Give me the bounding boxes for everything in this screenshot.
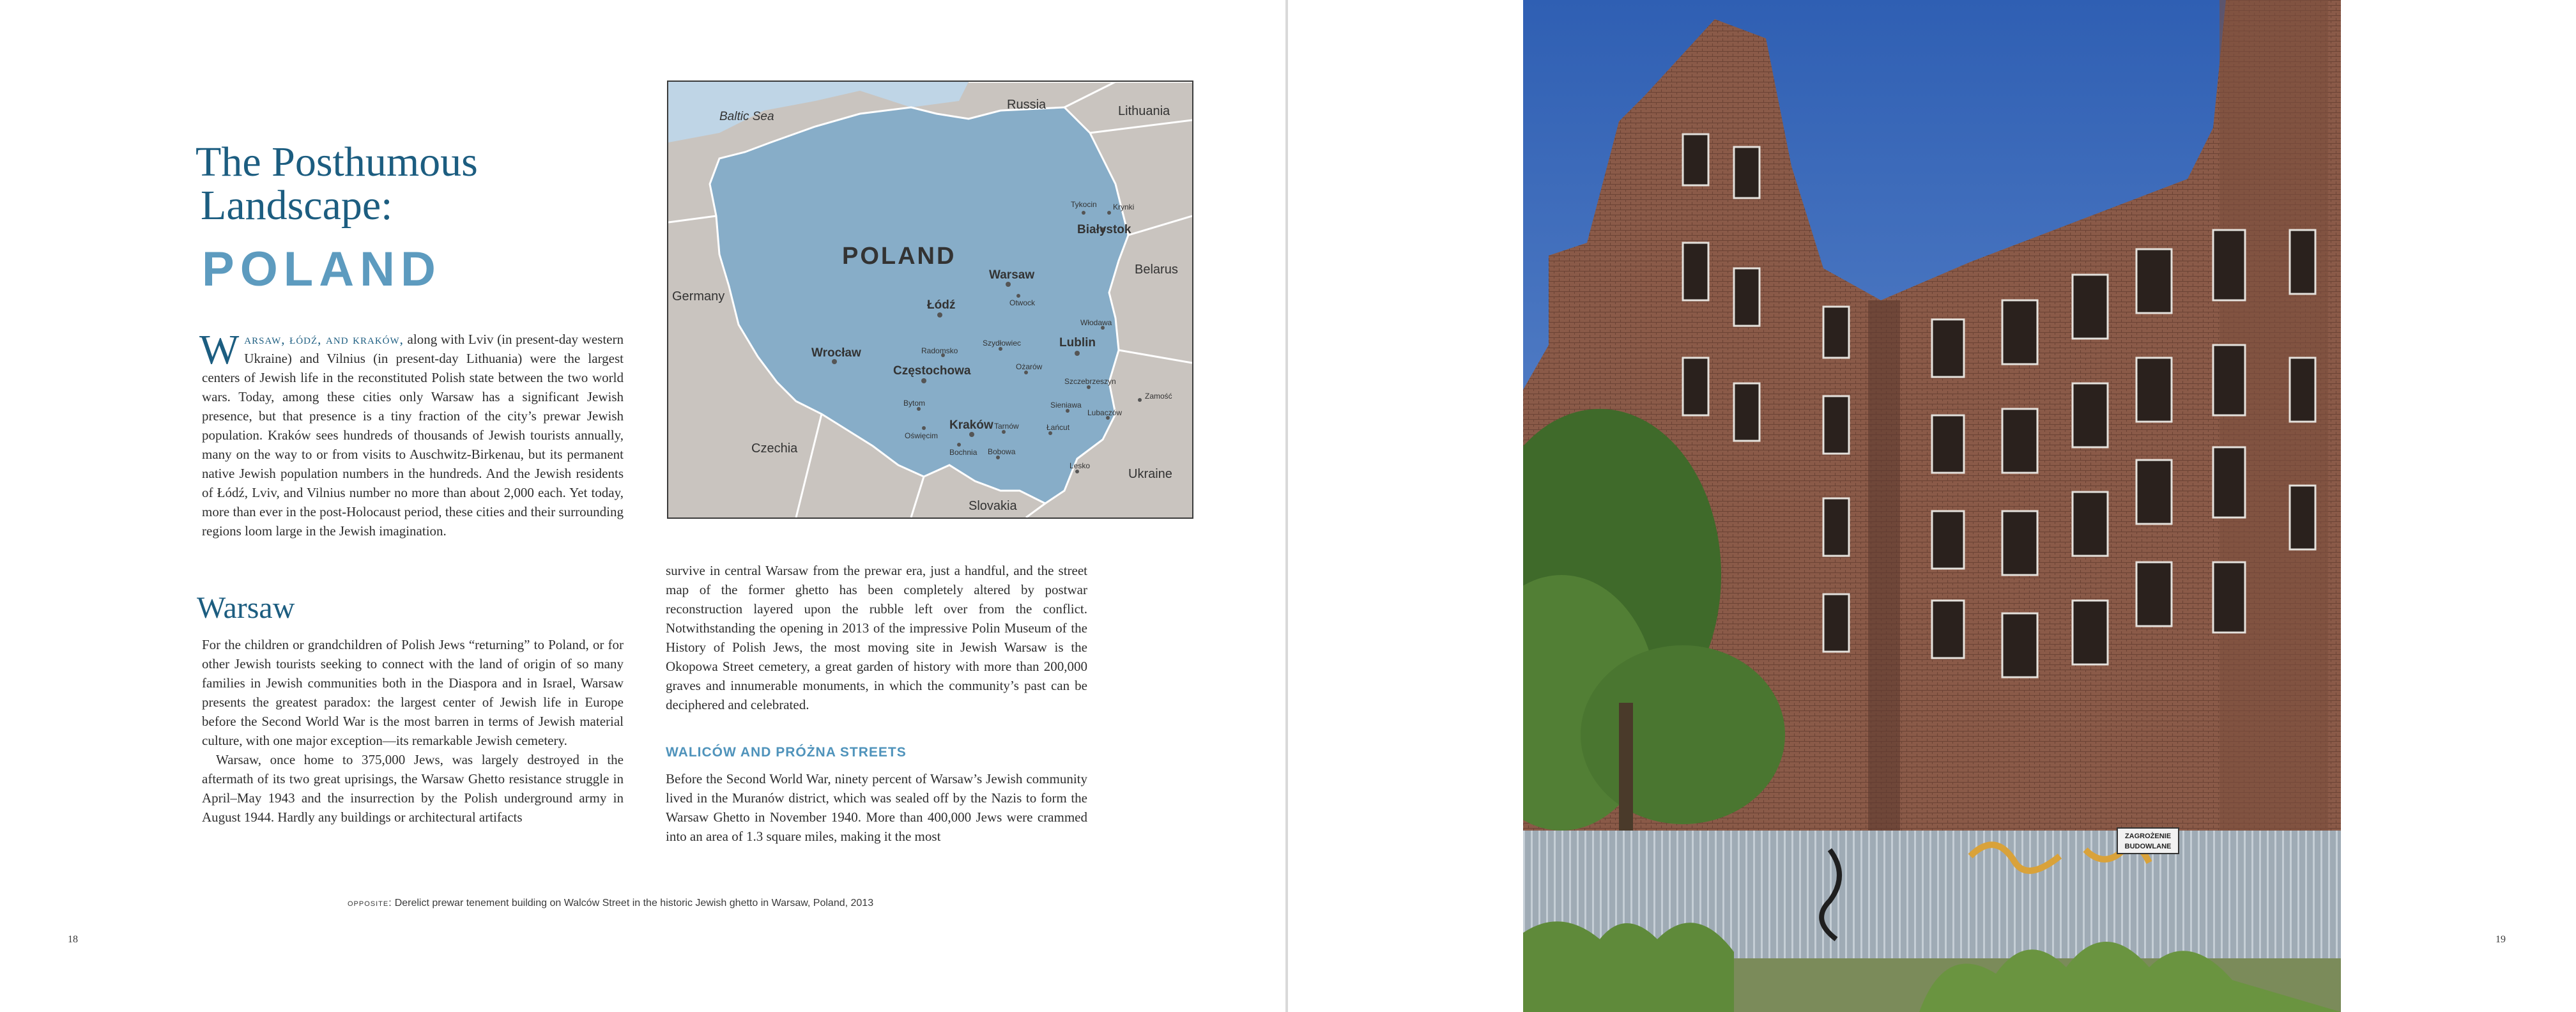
- city-szczebrzeszyn: Szczebrzeszyn: [1064, 377, 1116, 386]
- map-label-ukraine: Ukraine: [1128, 467, 1172, 481]
- warsaw-paragraph-3: survive in central Warsaw from the prewar era, just a handful, and the street map of the former ghetto has been completely altered by postwar reconstruction layered upon the rubble left over from the conflict. Notwithstanding the opening in 2013 of the impressive Polin Museum of the History of Polish Jews, the most moving site in Jewish Warsaw is the Okopowa Street cemetery, a great garden of history with more than 200,000 graves and innumerable monuments, in which the community’s past can be deciphered and celebrated.: [666, 563, 1087, 712]
- map-label-russia: Russia: [1007, 98, 1046, 112]
- city-zamosc: Zamość: [1145, 392, 1172, 401]
- city-ozarow: Ożarów: [1016, 362, 1043, 371]
- city-dot-lublin: [1075, 351, 1080, 356]
- city-szydlowiec: Szydłowiec: [983, 339, 1022, 348]
- warsaw-heading: Warsaw: [197, 591, 295, 625]
- bushes-left: [1523, 921, 1734, 1012]
- chapter-title-line-2: Landscape:: [201, 182, 393, 229]
- building-recess: [1868, 300, 1900, 850]
- tenement-photo-svg: [1523, 0, 2341, 1012]
- city-lesko: Lesko: [1070, 461, 1091, 470]
- map-label-slovakia: Slovakia: [969, 499, 1017, 513]
- intro-lead: arsaw, łódź, and kraków,: [244, 332, 404, 347]
- poland-map-svg: [668, 82, 1192, 518]
- drop-cap: W: [199, 326, 240, 373]
- right-tower: [2220, 0, 2328, 850]
- city-krakow: Kraków: [949, 418, 993, 432]
- city-dot-krakow: [969, 432, 974, 437]
- city-bialystok: Białystok: [1077, 223, 1131, 236]
- warsaw-column-1: [202, 635, 624, 827]
- city-otwock: Otwock: [1009, 298, 1036, 307]
- city-tarnow: Tarnów: [994, 422, 1019, 431]
- map-label-belarus: Belarus: [1135, 263, 1178, 277]
- map-label-poland: POLAND: [842, 243, 956, 270]
- city-oswiecim: Oświęcim: [905, 431, 939, 440]
- tenement-photo: [1523, 0, 2341, 1012]
- page-number-left: 18: [68, 934, 78, 945]
- city-lancut: Łańcut: [1046, 423, 1070, 432]
- walicow-prozna-heading: WALICÓW AND PRÓŻNA STREETS: [666, 745, 907, 760]
- photo-caption: [348, 898, 873, 909]
- city-wlodawa: Włodawa: [1080, 318, 1112, 327]
- city-sieniawa: Sieniawa: [1050, 401, 1082, 410]
- warsaw-paragraph-1: For the children or grandchildren of Polish Jews “returning” to Poland, or for other Jewish tourists seeking to connect with the land of origin of so many families in Jewish communities both in the Diaspora and in Israel, Warsaw presents the greatest paradox: the largest center of Jewish life in Europe before the Second World War is the most barren in terms of Jewish material culture, with one major exception—its remarkable Jewish cemetery.: [202, 637, 624, 748]
- city-bochnia: Bochnia: [949, 448, 977, 457]
- map-label-germany: Germany: [672, 289, 725, 303]
- chapter-title-country: POLAND: [202, 242, 441, 296]
- map-label-czechia: Czechia: [751, 441, 798, 456]
- city-dot-czestochowa: [921, 378, 926, 383]
- left-page: [0, 0, 1285, 1012]
- city-lubaczow: Lubaczów: [1087, 408, 1123, 417]
- streets-paragraph: [666, 769, 1087, 846]
- caption-label: opposite:: [348, 898, 392, 908]
- chapter-title-line-1: The Posthumous: [195, 139, 478, 185]
- warning-sign-line-1: ZAGROŻENIE: [2124, 832, 2172, 840]
- intro-body: along with Lviv (in present-day western Ukraine) and Vilnius (in present-day Lithuania) were the largest centers of Jewish life in the reconstituted Polish state between the two world wars. Today, among these cities only Warsaw has a significant Jewish presence, but that presence is a tiny fraction of the city’s prewar Jewish population. Kraków sees hundreds of thousands of Jewish tourists annually, many on the way to or from visits to Auschwitz-Birkenau, but its permanent native Jewish population numbers in the hundreds. And the Jewish residents of Łódź, Lviv, and Vilnius number no more than about 2,000 each. Yet today, more than ever in the post-Holocaust period, these cities and their surrounding regions loom large in the Jewish imagination.: [202, 332, 624, 539]
- city-bobowa: Bobowa: [988, 447, 1016, 456]
- warsaw-paragraph-2: Warsaw, once home to 375,000 Jews, was largely destroyed in the aftermath of its two great uprisings, the Warsaw Ghetto resistance struggle in April–May 1943 and the insurrection by the Polish underground army in August 1944. Hardly any buildings or architectural artifacts: [202, 752, 624, 825]
- city-tykocin: Tykocin: [1071, 200, 1097, 209]
- warsaw-column-2: [666, 561, 1087, 714]
- city-bytom: Bytom: [903, 399, 926, 408]
- page-number-right: 19: [2496, 934, 2506, 945]
- poland-map: [667, 80, 1193, 519]
- city-wroclaw: Wrocław: [811, 346, 861, 360]
- caption-text: Derelict prewar tenement building on Walców Street in the historic Jewish ghetto in Warsaw, Poland, 2013: [394, 898, 874, 908]
- intro-paragraph: [199, 326, 624, 540]
- city-radomsko: Radomsko: [921, 346, 958, 355]
- city-dot-warsaw: [1006, 282, 1011, 287]
- city-dot-wroclaw: [832, 359, 837, 364]
- streets-paragraph-text: Before the Second World War, ninety percent of Warsaw’s Jewish community lived in the Muranów district, which was sealed off by the Nazis to form the Warsaw Ghetto in November 1940. More than 400,000 Jews were crammed into an area of 1.3 square miles, making it the most: [666, 771, 1087, 844]
- city-warsaw: Warsaw: [989, 268, 1035, 282]
- city-lublin: Lublin: [1059, 336, 1096, 349]
- city-dot-lodz: [937, 312, 942, 318]
- warning-sign-line-2: BUDOWLANE: [2124, 843, 2172, 850]
- map-label-lithuania: Lithuania: [1118, 104, 1170, 118]
- city-czestochowa: Częstochowa: [893, 364, 971, 378]
- map-label-baltic-sea: Baltic Sea: [719, 110, 774, 123]
- city-krynki: Krynki: [1113, 203, 1135, 211]
- city-lodz: Łódź: [927, 298, 956, 312]
